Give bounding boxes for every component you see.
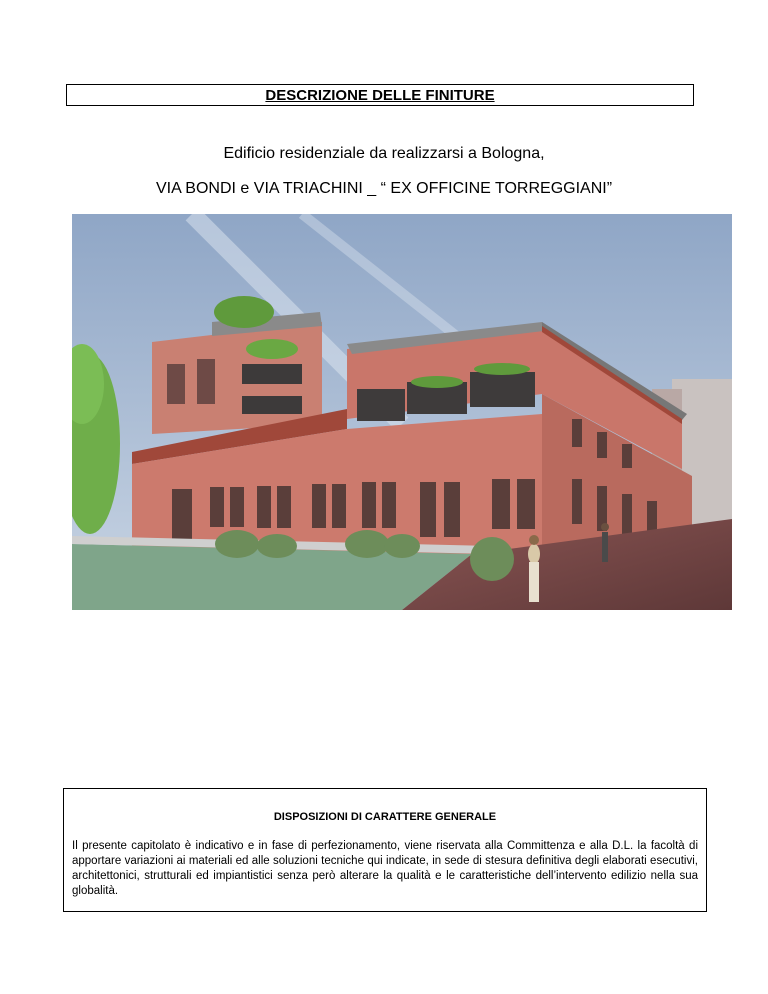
subtitle-location: Edificio residenziale da realizzarsi a Bologna, xyxy=(223,145,545,162)
building-rendering-image xyxy=(72,214,732,610)
subtitle-address: VIA BONDI e VIA TRIACHINI _ “ EX OFFICINE TORREGGIANI” xyxy=(155,180,613,197)
general-provisions-heading: DISPOSIZIONI DI CARATTERE GENERALE xyxy=(273,811,497,823)
general-provisions-body: Il presente capitolato è indicativo e in fase di perfezionamento, viene riservata alla Committenza e alla D.L. la facoltà di apportare variazioni ai materiali ed alle soluzioni tecniche qui indicate, in sede di stesura definitiva degli elaborati esecutivi, architettonici, strutturali ed impiantistici senza però alterare la qualità e le caratteristiche dell’intervento edilizio nella sua globalità. xyxy=(72,840,698,897)
general-provisions-box xyxy=(63,788,707,912)
document-title: DESCRIZIONE DELLE FINITURE xyxy=(66,84,694,106)
